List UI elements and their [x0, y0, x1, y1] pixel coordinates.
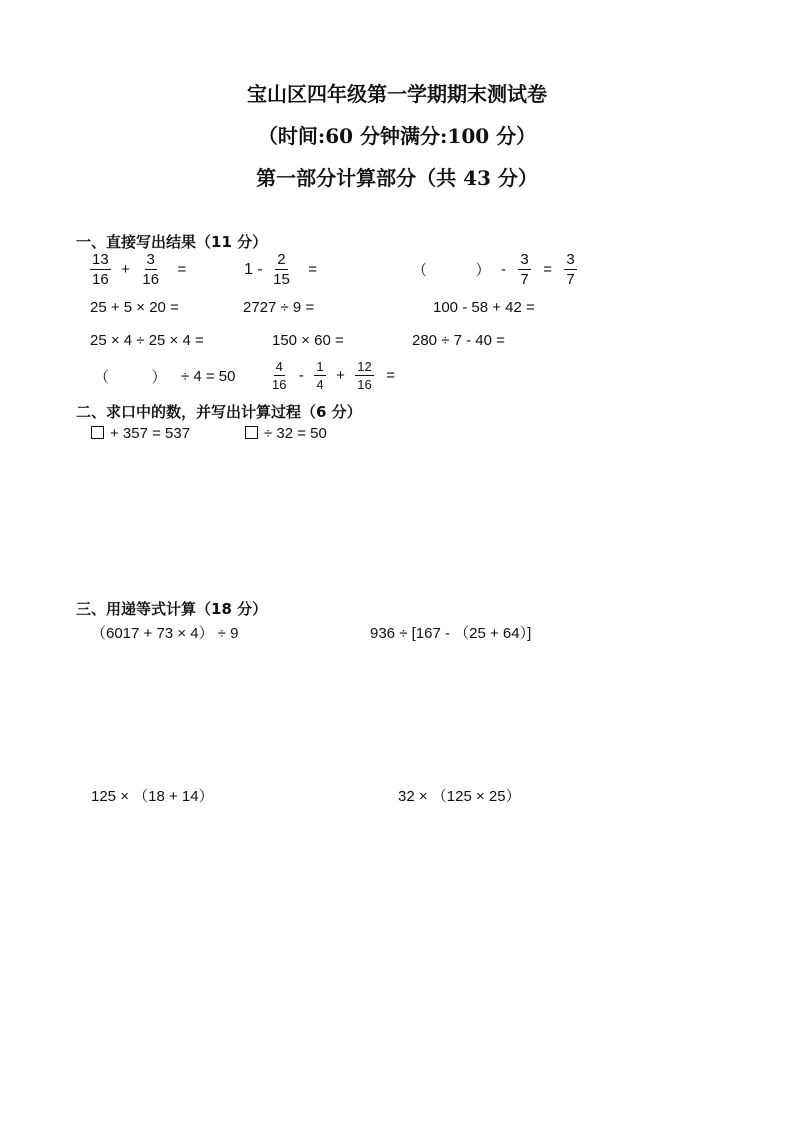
- exam-subtitle: （时间:60 分钟满分:100 分）: [257, 124, 537, 148]
- fraction: $\frac{3}{16}$: [142, 251, 160, 288]
- fraction-expression-1: $\frac{13}{16}$ + $\frac{3}{16}$ =: [92, 251, 187, 288]
- expression-3-3: 280 ÷ 7 - 40 =: [412, 332, 505, 349]
- fraction: $\frac{1}{4}$: [316, 359, 324, 392]
- expression-2-2: 2727 ÷ 9 =: [243, 299, 315, 316]
- expression-2-3: 100 - 58 + 42 =: [433, 299, 535, 316]
- stepwise-problem-4: 32 × （125 × 25）: [398, 788, 521, 805]
- blank-close-paren: ）: [475, 262, 491, 279]
- blank-close-paren: ）: [151, 369, 167, 386]
- fraction-expression-2: 1 - $\frac{2}{15}$ =: [244, 251, 318, 288]
- section-1-heading: 一、直接写出结果（11 分）: [76, 233, 268, 251]
- section-2-heading: 二、求口中的数，并写出计算过程（6 分）: [76, 403, 362, 421]
- empty-box-icon: [245, 426, 258, 439]
- stepwise-problem-2: 936 ÷ [167 - （25 + 64）]: [370, 625, 532, 642]
- exam-title: 宝山区四年级第一学期期末测试卷: [247, 82, 547, 106]
- fraction: $\frac{3}{7}$: [520, 251, 529, 288]
- fraction-expression-3: （ ） - $\frac{3}{7}$ = $\frac{3}{7}$: [412, 251, 575, 288]
- expression-2-1: 25 + 5 × 20 =: [90, 299, 179, 316]
- fraction: $\frac{4}{16}$: [272, 359, 287, 392]
- empty-box-icon: [91, 426, 104, 439]
- fraction: $\frac{13}{16}$: [92, 251, 109, 288]
- expression-3-1: 25 × 4 ÷ 25 × 4 =: [90, 332, 204, 349]
- blank-open-paren: （: [94, 369, 110, 386]
- blank-expression: （ ） ÷ 4 = 50: [94, 368, 236, 386]
- fraction-expression-4: $\frac{4}{16}$ - $\frac{1}{4}$ + $\frac{12}{16}$ =: [272, 359, 395, 392]
- section-3-heading: 三、用递等式计算（18 分）: [76, 600, 268, 618]
- box-equation-2: ÷ 32 = 50: [245, 425, 327, 442]
- fraction: $\frac{2}{15}$: [273, 251, 290, 288]
- fraction: $\frac{3}{7}$: [566, 251, 575, 288]
- blank-open-paren: （: [412, 262, 428, 279]
- stepwise-problem-3: 125 × （18 + 14）: [91, 788, 214, 805]
- stepwise-problem-1: （6017 + 73 × 4） ÷ 9: [91, 625, 239, 642]
- fraction: $\frac{12}{16}$: [357, 359, 372, 392]
- expression-3-2: 150 × 60 =: [272, 332, 344, 349]
- box-equation-1: + 357 = 537: [91, 425, 190, 442]
- part-heading: 第一部分计算部分（共 43 分）: [256, 166, 538, 190]
